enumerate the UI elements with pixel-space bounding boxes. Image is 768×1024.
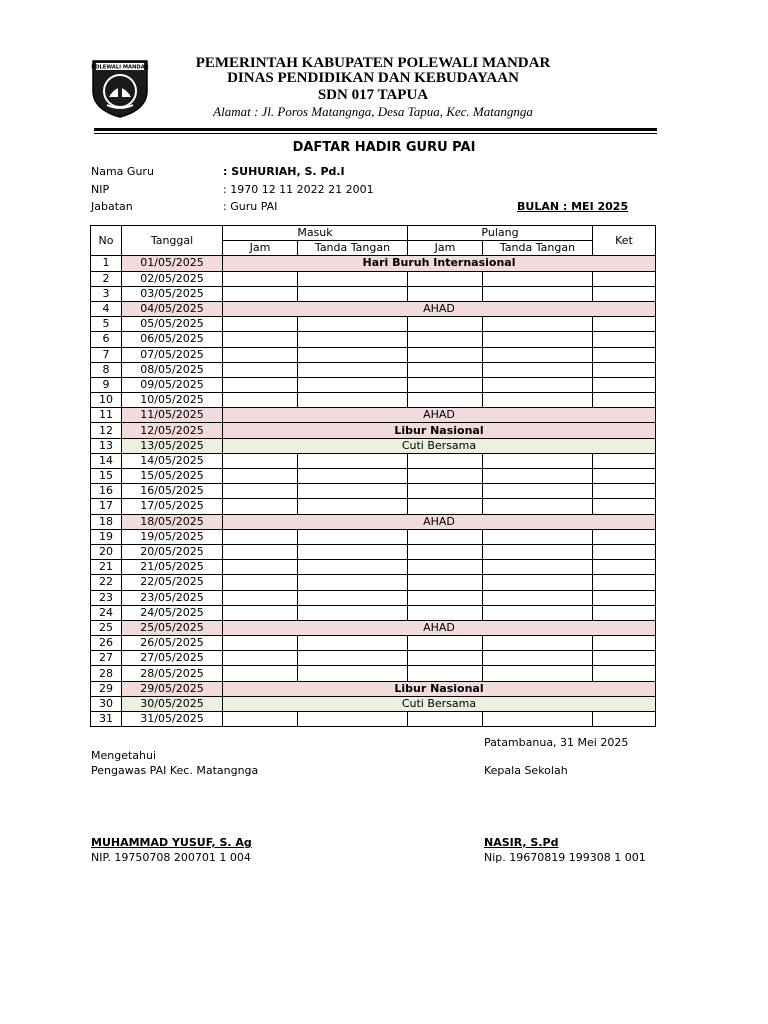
table-row <box>91 620 656 635</box>
table-row <box>91 408 656 423</box>
ket-cell <box>593 575 656 590</box>
pulang-ttd-cell <box>483 271 593 286</box>
table-row <box>91 484 656 499</box>
row-date: 31/05/2025 <box>122 712 223 727</box>
row-date: 16/05/2025 <box>122 484 223 499</box>
pulang-jam-cell <box>408 286 483 301</box>
masuk-jam-cell <box>223 575 298 590</box>
document-title: DAFTAR HADIR GURU PAI <box>292 140 476 155</box>
row-no: 13 <box>91 438 122 453</box>
regency-emblem-icon <box>89 57 151 119</box>
ket-cell <box>593 484 656 499</box>
pulang-ttd-cell <box>483 484 593 499</box>
pulang-jam-cell <box>408 605 483 620</box>
table-row <box>91 681 656 696</box>
ket-cell <box>593 453 656 468</box>
row-note: Hari Buruh Internasional <box>223 256 656 271</box>
table-row <box>91 438 656 453</box>
table-row <box>91 544 656 559</box>
masuk-jam-cell <box>223 286 298 301</box>
table-row <box>91 393 656 408</box>
table-row <box>91 453 656 468</box>
table-row <box>91 499 656 514</box>
masuk-ttd-cell <box>298 469 408 484</box>
row-no: 25 <box>91 620 122 635</box>
masuk-jam-cell <box>223 499 298 514</box>
ket-cell <box>593 499 656 514</box>
row-date: 25/05/2025 <box>122 620 223 635</box>
row-date: 27/05/2025 <box>122 651 223 666</box>
attendance-rows <box>91 256 656 727</box>
row-no: 7 <box>91 347 122 362</box>
row-date: 28/05/2025 <box>122 666 223 681</box>
supervisor-name: MUHAMMAD YUSUF, S. Ag <box>91 836 252 849</box>
pulang-jam-cell <box>408 712 483 727</box>
row-no: 12 <box>91 423 122 438</box>
masuk-ttd-cell <box>298 529 408 544</box>
supervisor-nip: NIP. 19750708 200701 1 004 <box>91 851 251 864</box>
row-date: 14/05/2025 <box>122 453 223 468</box>
masuk-jam-cell <box>223 469 298 484</box>
row-no: 20 <box>91 544 122 559</box>
pulang-ttd-cell <box>483 362 593 377</box>
row-no: 1 <box>91 256 122 271</box>
row-no: 5 <box>91 317 122 332</box>
pulang-jam-cell <box>408 317 483 332</box>
masuk-jam-cell <box>223 590 298 605</box>
pulang-ttd-cell <box>483 636 593 651</box>
pulang-jam-cell <box>408 362 483 377</box>
masuk-jam-cell <box>223 529 298 544</box>
row-no: 2 <box>91 271 122 286</box>
header-pulang-ttd: Tanda Tangan <box>483 241 593 256</box>
table-row <box>91 712 656 727</box>
row-no: 28 <box>91 666 122 681</box>
masuk-ttd-cell <box>298 560 408 575</box>
ket-cell <box>593 560 656 575</box>
attendance-table <box>90 225 656 727</box>
pulang-ttd-cell <box>483 666 593 681</box>
header-masuk: Masuk <box>223 226 408 241</box>
ket-cell <box>593 590 656 605</box>
header-pulang: Pulang <box>408 226 593 241</box>
masuk-ttd-cell <box>298 377 408 392</box>
ket-cell <box>593 286 656 301</box>
pulang-jam-cell <box>408 499 483 514</box>
row-date: 01/05/2025 <box>122 256 223 271</box>
row-no: 26 <box>91 636 122 651</box>
table-row <box>91 286 656 301</box>
pulang-ttd-cell <box>483 590 593 605</box>
masuk-ttd-cell <box>298 347 408 362</box>
pulang-jam-cell <box>408 544 483 559</box>
masuk-jam-cell <box>223 393 298 408</box>
pulang-jam-cell <box>408 484 483 499</box>
masuk-jam-cell <box>223 317 298 332</box>
nama-label: Nama Guru <box>91 165 154 178</box>
bulan-label: BULAN : MEI 2025 <box>517 200 629 213</box>
table-row <box>91 317 656 332</box>
ket-cell <box>593 317 656 332</box>
ket-cell <box>593 605 656 620</box>
row-no: 17 <box>91 499 122 514</box>
row-no: 16 <box>91 484 122 499</box>
jabatan-label: Jabatan <box>91 200 133 213</box>
ket-cell <box>593 651 656 666</box>
row-date: 12/05/2025 <box>122 423 223 438</box>
pulang-ttd-cell <box>483 469 593 484</box>
masuk-jam-cell <box>223 712 298 727</box>
table-row <box>91 377 656 392</box>
table-row <box>91 301 656 316</box>
masuk-jam-cell <box>223 544 298 559</box>
ket-cell <box>593 529 656 544</box>
table-row <box>91 575 656 590</box>
header-masuk-jam: Jam <box>223 241 298 256</box>
pulang-ttd-cell <box>483 317 593 332</box>
ket-cell <box>593 332 656 347</box>
pulang-jam-cell <box>408 590 483 605</box>
letterhead-rule-thick <box>94 128 657 131</box>
row-date: 03/05/2025 <box>122 286 223 301</box>
pulang-ttd-cell <box>483 529 593 544</box>
row-no: 8 <box>91 362 122 377</box>
row-date: 23/05/2025 <box>122 590 223 605</box>
masuk-jam-cell <box>223 271 298 286</box>
row-date: 17/05/2025 <box>122 499 223 514</box>
row-date: 19/05/2025 <box>122 529 223 544</box>
table-row <box>91 560 656 575</box>
ket-cell <box>593 362 656 377</box>
masuk-jam-cell <box>223 347 298 362</box>
header-tanggal: Tanggal <box>122 226 223 256</box>
row-no: 21 <box>91 560 122 575</box>
row-date: 11/05/2025 <box>122 408 223 423</box>
pulang-jam-cell <box>408 469 483 484</box>
gov-title: PEMERINTAH KABUPATEN POLEWALI MANDAR <box>195 55 551 71</box>
row-no: 19 <box>91 529 122 544</box>
pulang-jam-cell <box>408 453 483 468</box>
table-row <box>91 605 656 620</box>
row-no: 15 <box>91 469 122 484</box>
ket-cell <box>593 636 656 651</box>
table-row <box>91 256 656 271</box>
row-note: AHAD <box>223 301 656 316</box>
masuk-jam-cell <box>223 605 298 620</box>
nip-label: NIP <box>91 183 110 196</box>
table-row <box>91 590 656 605</box>
masuk-ttd-cell <box>298 499 408 514</box>
row-date: 04/05/2025 <box>122 301 223 316</box>
row-date: 08/05/2025 <box>122 362 223 377</box>
principal-name: NASIR, S.Pd <box>484 836 559 849</box>
pulang-jam-cell <box>408 332 483 347</box>
masuk-jam-cell <box>223 666 298 681</box>
pulang-jam-cell <box>408 529 483 544</box>
row-date: 15/05/2025 <box>122 469 223 484</box>
pulang-ttd-cell <box>483 347 593 362</box>
principal-nip: Nip. 19670819 199308 1 001 <box>484 851 646 864</box>
pulang-jam-cell <box>408 347 483 362</box>
row-note: Cuti Bersama <box>223 696 656 711</box>
masuk-ttd-cell <box>298 286 408 301</box>
row-no: 23 <box>91 590 122 605</box>
pulang-ttd-cell <box>483 453 593 468</box>
letterhead-rule-thin <box>94 133 657 134</box>
masuk-ttd-cell <box>298 590 408 605</box>
supervisor-role: Pengawas PAI Kec. Matangnga <box>91 764 259 777</box>
masuk-jam-cell <box>223 453 298 468</box>
header-no: No <box>91 226 122 256</box>
school-title: SDN 017 TAPUA <box>317 87 429 103</box>
header-ket: Ket <box>593 226 656 256</box>
row-date: 06/05/2025 <box>122 332 223 347</box>
row-no: 3 <box>91 286 122 301</box>
table-row <box>91 469 656 484</box>
row-no: 27 <box>91 651 122 666</box>
masuk-ttd-cell <box>298 393 408 408</box>
pulang-jam-cell <box>408 393 483 408</box>
pulang-ttd-cell <box>483 332 593 347</box>
pulang-ttd-cell <box>483 605 593 620</box>
table-row <box>91 332 656 347</box>
table-row <box>91 529 656 544</box>
masuk-ttd-cell <box>298 453 408 468</box>
row-no: 29 <box>91 681 122 696</box>
row-note: Cuti Bersama <box>223 438 656 453</box>
row-no: 31 <box>91 712 122 727</box>
row-date: 18/05/2025 <box>122 514 223 529</box>
masuk-ttd-cell <box>298 605 408 620</box>
row-date: 29/05/2025 <box>122 681 223 696</box>
row-date: 26/05/2025 <box>122 636 223 651</box>
masuk-ttd-cell <box>298 575 408 590</box>
pulang-jam-cell <box>408 666 483 681</box>
pulang-ttd-cell <box>483 560 593 575</box>
masuk-ttd-cell <box>298 666 408 681</box>
place-date: Patambanua, 31 Mei 2025 <box>484 736 629 749</box>
row-no: 6 <box>91 332 122 347</box>
masuk-jam-cell <box>223 362 298 377</box>
row-date: 24/05/2025 <box>122 605 223 620</box>
pulang-ttd-cell <box>483 499 593 514</box>
pulang-jam-cell <box>408 575 483 590</box>
row-no: 30 <box>91 696 122 711</box>
masuk-jam-cell <box>223 377 298 392</box>
row-date: 30/05/2025 <box>122 696 223 711</box>
masuk-ttd-cell <box>298 636 408 651</box>
row-no: 22 <box>91 575 122 590</box>
row-date: 22/05/2025 <box>122 575 223 590</box>
row-no: 24 <box>91 605 122 620</box>
dept-title: DINAS PENDIDIKAN DAN KEBUDAYAAN <box>227 70 519 86</box>
header-masuk-ttd: Tanda Tangan <box>298 241 408 256</box>
row-no: 18 <box>91 514 122 529</box>
pulang-ttd-cell <box>483 393 593 408</box>
ket-cell <box>593 377 656 392</box>
masuk-ttd-cell <box>298 651 408 666</box>
masuk-ttd-cell <box>298 362 408 377</box>
ket-cell <box>593 347 656 362</box>
ket-cell <box>593 544 656 559</box>
row-note: Libur Nasional <box>223 423 656 438</box>
masuk-jam-cell <box>223 560 298 575</box>
row-no: 9 <box>91 377 122 392</box>
table-row <box>91 651 656 666</box>
table-row <box>91 666 656 681</box>
pulang-jam-cell <box>408 377 483 392</box>
nip-value: : 1970 12 11 2022 21 2001 <box>223 183 374 196</box>
masuk-jam-cell <box>223 332 298 347</box>
table-row <box>91 636 656 651</box>
row-date: 05/05/2025 <box>122 317 223 332</box>
ket-cell <box>593 271 656 286</box>
pulang-ttd-cell <box>483 575 593 590</box>
pulang-ttd-cell <box>483 377 593 392</box>
row-no: 14 <box>91 453 122 468</box>
ket-cell <box>593 712 656 727</box>
ket-cell <box>593 666 656 681</box>
pulang-ttd-cell <box>483 286 593 301</box>
row-date: 09/05/2025 <box>122 377 223 392</box>
pulang-jam-cell <box>408 560 483 575</box>
row-note: Libur Nasional <box>223 681 656 696</box>
jabatan-value: : Guru PAI <box>223 200 278 213</box>
principal-role: Kepala Sekolah <box>484 764 568 777</box>
row-note: AHAD <box>223 408 656 423</box>
table-row <box>91 271 656 286</box>
row-date: 10/05/2025 <box>122 393 223 408</box>
pulang-jam-cell <box>408 636 483 651</box>
table-row <box>91 514 656 529</box>
pulang-ttd-cell <box>483 712 593 727</box>
pulang-ttd-cell <box>483 544 593 559</box>
masuk-ttd-cell <box>298 712 408 727</box>
pulang-jam-cell <box>408 271 483 286</box>
row-date: 20/05/2025 <box>122 544 223 559</box>
mengetahui-label: Mengetahui <box>91 749 157 762</box>
row-date: 21/05/2025 <box>122 560 223 575</box>
row-no: 4 <box>91 301 122 316</box>
pulang-jam-cell <box>408 651 483 666</box>
table-row <box>91 696 656 711</box>
ket-cell <box>593 469 656 484</box>
nama-value: : SUHURIAH, S. Pd.I <box>223 165 345 178</box>
row-note: AHAD <box>223 620 656 635</box>
masuk-ttd-cell <box>298 271 408 286</box>
row-note: AHAD <box>223 514 656 529</box>
table-row <box>91 423 656 438</box>
row-date: 02/05/2025 <box>122 271 223 286</box>
masuk-jam-cell <box>223 484 298 499</box>
row-date: 13/05/2025 <box>122 438 223 453</box>
header-pulang-jam: Jam <box>408 241 483 256</box>
pulang-ttd-cell <box>483 651 593 666</box>
masuk-ttd-cell <box>298 484 408 499</box>
masuk-jam-cell <box>223 651 298 666</box>
school-address: Alamat : Jl. Poros Matangnga, Desa Tapua, Kec. Matangnga <box>213 104 533 119</box>
table-row <box>91 347 656 362</box>
masuk-ttd-cell <box>298 317 408 332</box>
masuk-ttd-cell <box>298 332 408 347</box>
row-date: 07/05/2025 <box>122 347 223 362</box>
table-row <box>91 362 656 377</box>
ket-cell <box>593 393 656 408</box>
emblem-text: POLEWALI MANDAR <box>91 64 149 71</box>
masuk-ttd-cell <box>298 544 408 559</box>
row-no: 10 <box>91 393 122 408</box>
masuk-jam-cell <box>223 636 298 651</box>
row-no: 11 <box>91 408 122 423</box>
